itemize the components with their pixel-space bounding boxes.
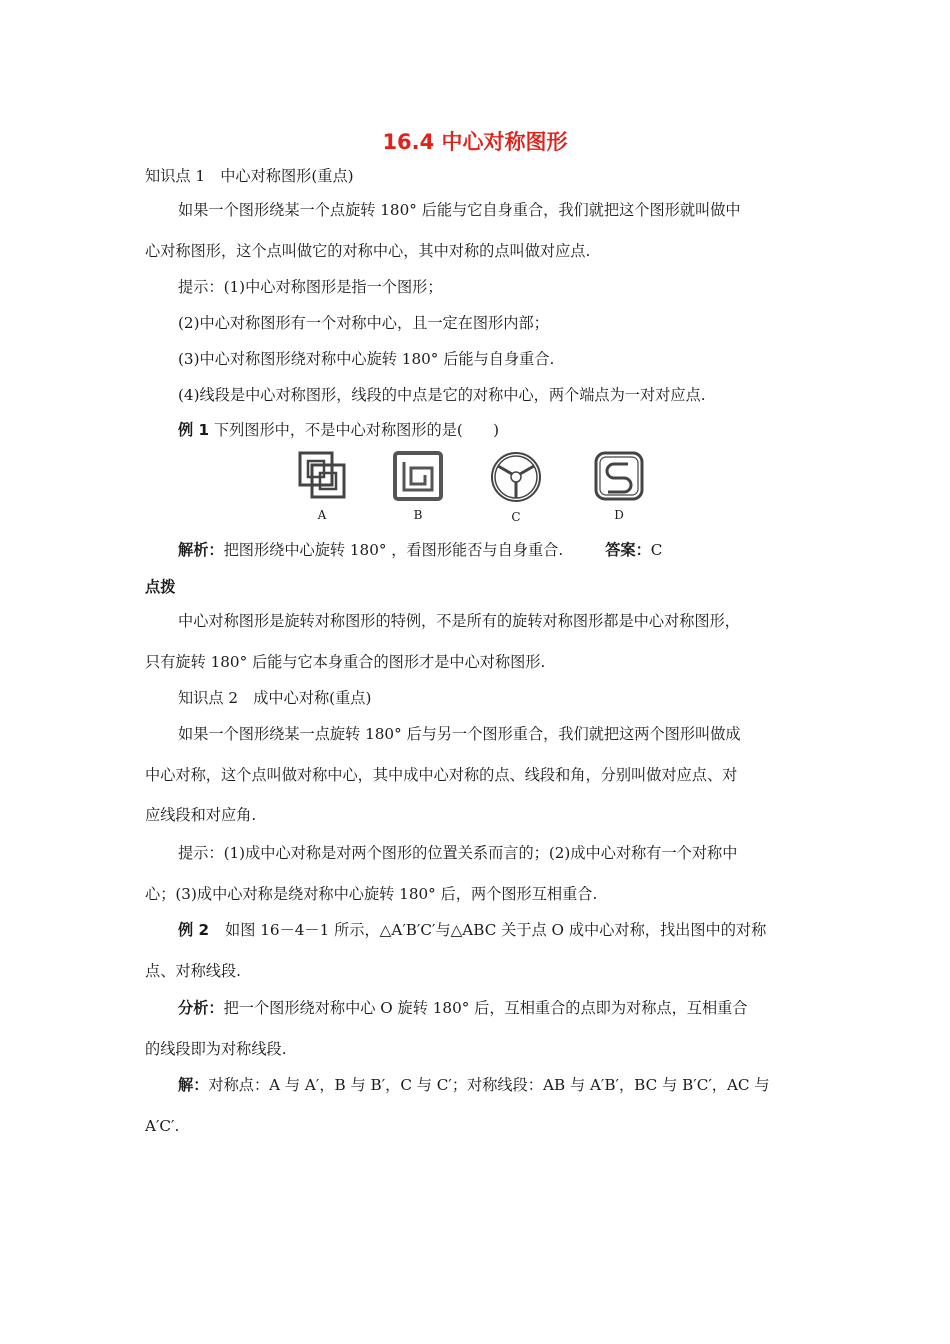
tip-heading: 点拨 (145, 578, 176, 596)
figure-label-c: C (511, 510, 521, 524)
example-2-analysis-line-1 (178, 998, 748, 1018)
example-1-label: 例 1 (178, 421, 210, 439)
square-spiral-icon (391, 450, 445, 502)
s-shape-square-icon (592, 450, 646, 502)
example-2-text: 如图 16－4－1 所示，△A′B′C′与△ABC 关于点 O 成中心对称，找出图中的对称 (225, 921, 767, 939)
kp2-tip-line-2: 心；(3)成中心对称是绕对称中心旋转 180° 后，两个图形互相重合. (145, 885, 598, 903)
kp1-tip-2: (2)中心对称图形有一个对称中心，且一定在图形内部； (178, 314, 549, 332)
page-title: 16.4 中心对称图形 (382, 130, 568, 154)
kp1-tip-3: (3)中心对称图形绕对称中心旋转 180° 后能与自身重合. (178, 350, 555, 368)
figure-label-b: B (413, 508, 423, 522)
ex2-analysis-text: 把一个图形绕对称中心 O 旋转 180° 后，互相重合的点即为对称点，互相重合 (223, 999, 748, 1017)
kp1-definition-line-2: 心对称图形，这个点叫做它的对称中心，其中对称的点叫做对应点. (145, 242, 591, 260)
tip-line-1: 中心对称图形是旋转对称图形的特例，不是所有的旋转对称图形都是中心对称图形， (178, 612, 740, 630)
knowledge-point-2-heading: 知识点 2 成中心对称(重点) (178, 689, 372, 707)
three-spoke-circle-icon (488, 450, 544, 504)
answer-value: C (650, 541, 663, 559)
figure-option-b (390, 450, 446, 522)
kp2-definition-line-1: 如果一个图形绕某一点旋转 180° 后与另一个图形重合，我们就把这两个图形叫做成 (178, 725, 741, 743)
kp2-tip-line-1: 提示：(1)成中心对称是对两个图形的位置关系而言的；(2)成中心对称有一个对称中 (178, 844, 738, 862)
figure-option-a (294, 450, 350, 522)
kp1-tip-4: (4)线段是中心对称图形，线段的中点是它的对称中心，两个端点为一对对应点. (178, 386, 706, 404)
example-2-analysis-line-2: 的线段即为对称线段. (145, 1040, 287, 1058)
ex2-analysis-label: 分析： (178, 999, 224, 1017)
kp1-tip-1: 提示：(1)中心对称图形是指一个图形； (178, 278, 443, 296)
example-1-figures (290, 450, 660, 530)
figure-label-a: A (317, 508, 327, 522)
knowledge-point-1-heading: 知识点 1 中心对称图形(重点) (145, 167, 354, 185)
figure-option-d (591, 450, 647, 522)
example-2-solution-line-1 (178, 1075, 770, 1095)
analysis-text: 把图形绕中心旋转 180° ，看图形能否与自身重合. (223, 541, 564, 559)
tip-line-2: 只有旋转 180° 后能与它本身重合的图形才是中心对称图形. (145, 653, 546, 671)
example-2-label: 例 2 (178, 921, 210, 939)
figure-label-d: D (614, 508, 624, 522)
solution-text: 对称点：A 与 A′，B 与 B′，C 与 C′；对称线段：AB 与 A′B′，BC 与 B′C′，AC 与 (208, 1076, 770, 1094)
example-1-analysis (178, 540, 662, 560)
example-2-question-line-1 (178, 920, 766, 940)
example-2-question-line-2: 点、对称线段. (145, 962, 241, 980)
kp2-definition-line-3: 应线段和对应角. (145, 806, 257, 824)
figure-option-c (488, 450, 544, 524)
solution-label: 解： (178, 1076, 209, 1094)
answer-label: 答案： (605, 541, 651, 559)
kp2-definition-line-2: 中心对称，这个点叫做对称中心，其中成中心对称的点、线段和角，分别叫做对应点、对 (145, 766, 738, 784)
analysis-label: 解析： (178, 541, 224, 559)
kp1-definition-line-1: 如果一个图形绕某一个点旋转 180° 后能与它自身重合，我们就把这个图形就叫做中 (178, 201, 741, 219)
example-2-solution-line-2: A′C′. (145, 1117, 180, 1135)
example-1-question (178, 420, 499, 440)
nested-squares-icon (295, 450, 349, 502)
example-1-text: 下列图形中，不是中心对称图形的是( ) (213, 421, 500, 439)
